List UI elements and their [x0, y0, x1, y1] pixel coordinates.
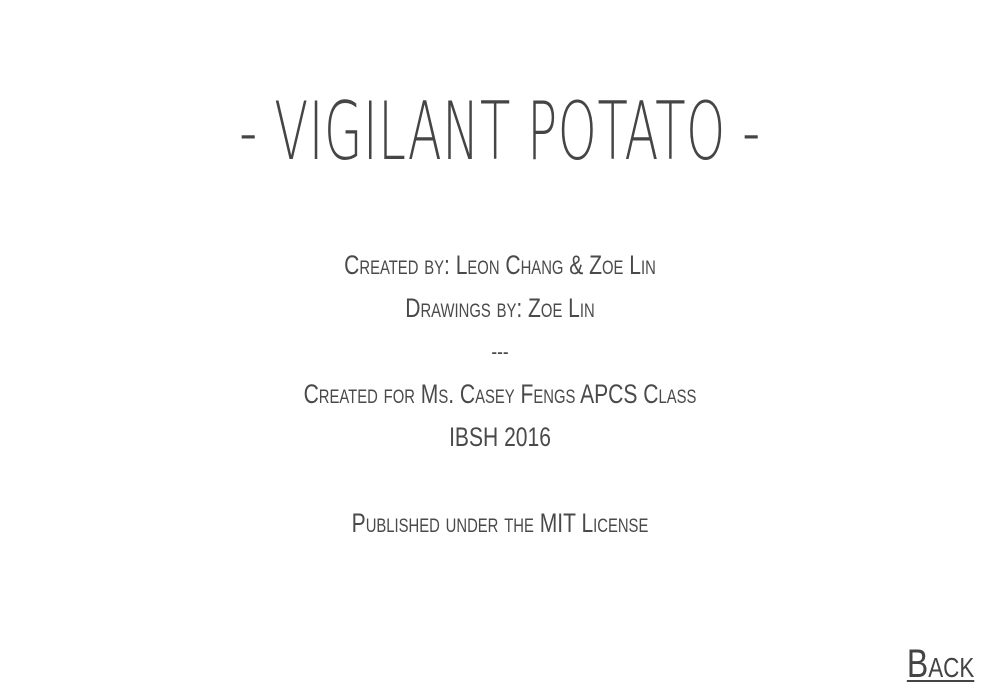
credits-block: [110, 244, 890, 545]
separator-text: ---: [491, 339, 509, 364]
back-link[interactable]: Back: [906, 642, 974, 686]
drawings-by-text: Drawings by: Zoe Lin: [405, 293, 595, 323]
license-text: Published under the MIT License: [351, 508, 649, 538]
created-for-text: Created for Ms. Casey Fengs APCS Class: [303, 379, 697, 409]
created-by-text: Created by: Leon Chang & Zoe Lin: [344, 250, 656, 280]
school-year-text: IBSH 2016: [449, 422, 551, 452]
spacer: [110, 459, 890, 502]
page-title: - VIGILANT POTATO -: [239, 85, 761, 178]
